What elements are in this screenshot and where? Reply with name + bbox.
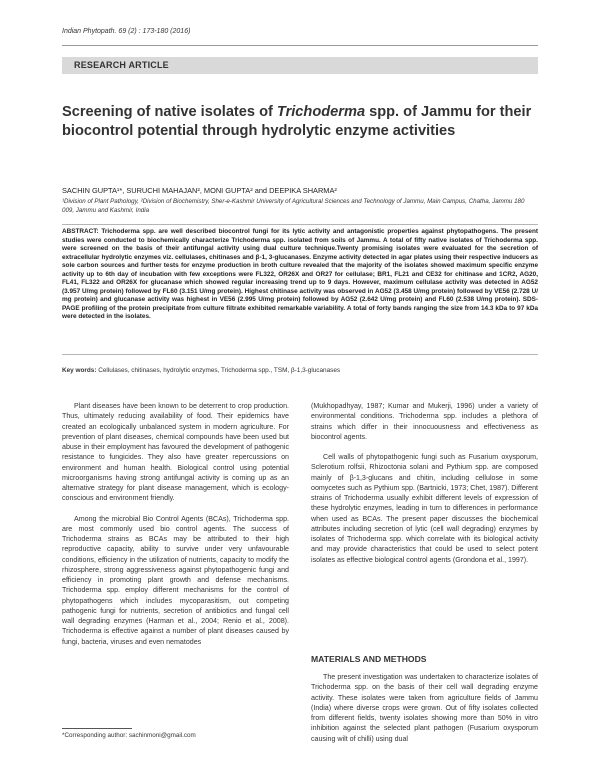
left-column — [62, 401, 289, 647]
footnote-rule — [62, 728, 132, 729]
corresponding-author-footnote: *Corresponding author: sachinmoni@gmail.com — [62, 732, 196, 739]
keywords — [62, 367, 538, 374]
header-rule — [62, 45, 538, 46]
keywords-label: Key words: — [62, 367, 97, 374]
right-paragraph-1: (Mukhopadhyay, 1987; Kumar and Mukerji, 1996) under a variety of environmental conditions. Trichoderma spp. includes a plethora of strains which differ in their innocuousness and effectiveness as biocontrol agents. — [311, 402, 538, 441]
left-paragraph-1: Plant diseases have been known to be deterrent to crop production. Thus, ultimately reducing availability of food. Their epidemics have created an ecologically unbalanced system in modern agriculture. For prevention of plant diseases, chemical compounds have been used but abuse in their employment has favoured the development of pathogenic resistance to fungicides. They also have greater repercussions on environment and human health. Biological control using potential microorganisms having strong antifungal activity is coming up as an alternative strategy for plant disease management, which is ecology-conscious and environment friendly. — [62, 402, 289, 503]
abstract-text: Trichoderma spp. are well described biocontrol fungi for its lytic activity and antagonistic properties against phytopathogens. The present studies were conducted to biochemically characterize Trichoderma spp. isolated from soils of Jammu. A total of fifty native isolates of Trichoderma spp. were screened on the basis of their antifungal activity using dual culture technique.Twenty promising isolates were evaluated for the secretion of extracellular hydrolytic enzymes viz. cellulases, chitinases and β-1, 3-glucanases. Enzyme activity detected in agar plates using their respective inducers as sole carbon sources and further tests for enzyme production in broth culture revealed that the majority of the isolates showed maximum specific enzyme activity up to 6th day of incubation with few exceptions were FL322, OR26X and OR27 for cellulase; BR1, FL21 and CE32 for chitinase and 1CR2, AG20, FL41, FL322 and OR26X for glucanase which showed regular increasing trend up to 9 days. However, maximum cellulase activity was detected in AG52 (3.957 U/mg protein) followed by FL60 (3.151 U/mg protein). Highest chitinase activity was observed in AG52 (3.458 U/mg protein) followed by VE56 (2.728 U/ mg protein) and glucanase activity was highest in VE56 (2.995 U/mg protein) followed by AG52 (2.642 U/mg protein) and FL60 (2.538 U/mg protein). SDS-PAGE profiling of the protein precipitate from culture filtrate exhibited remarkable variability. A total of forty bands ranging the size from 14.3 kDa to 97 kDa were detected in the isolates. — [62, 228, 538, 321]
journal-citation: Indian Phytopath. 69 (2) : 173-180 (2016) — [62, 28, 191, 35]
methods-paragraph: The present investigation was undertaken to characterize isolates of Trichoderma spp. on the basis of their cell wall degrading enzyme activity. These isolates were taken from agriculture fields of Jammu (India) where diverse crops were grown. Out of fifty isolates collected from different fields, twenty isolates showing more than 50% in vitro inhibition against the selected plant pathogen (Fusarium oxysporum causing wilt of chilli) using dual — [311, 673, 538, 743]
keywords-text: Cellulases, chitinases, hydrolytic enzymes, Trichoderma spp., TSM, β-1,3-glucanases — [96, 367, 341, 374]
title-part1: Screening of native isolates of — [62, 104, 277, 120]
author-affiliation: ¹Division of Plant Pathology, ²Division of Biochemistry, Sher-e-Kashmir University of Agricultural Sciences and Technology of Jammu, Main Campus, Chatha, Jammu 180 009, Jammu and Kashmir, India — [62, 198, 525, 214]
right-paragraph-2: Cell walls of phytopathogenic fungi such as Fusarium oxysporum, Sclerotium rolfsii, Rhizoctonia solani and Pythium spp. are composed mainly of β-1,3-glucans and chitin, including cellulose in some oomycetes such as Pythium spp. (Bartnicki, 1973; Chet, 1987). Different strains of Trichoderma usually exhibit different levels of expression of these hydrolytic enzymes, leading in turn to differences in performance when used as BCAs. The present paper discusses the biochemical attributes including secretion of lytic (cell wall degrading) enzymes by isolates of Trichoderma spp. which correlate with its biological activity and may provide characteristics that could be used to select potent isolates as effective biological control agents (Grondona et al., 1997). — [311, 453, 538, 564]
section-label: RESEARCH ARTICLE — [74, 60, 169, 70]
left-paragraph-2: Among the microbial Bio Control Agents (BCAs), Trichoderma spp. are most commonly used bio control agents. The success of Trichoderma strains as BCAs may be attributed to their high reproductive capacity, ability to survive under very unfavourable conditions, efficiency in the utilization of nutrients, capacity to modify the rhizosphere, strong aggressiveness against phytopathogenic fungi and efficiency in promoting plant growth and defense mechanisms. Trichoderma spp. employ different mechanisms for the control of phytopathogens which includes mycoparasitism, out competing pathogenic fungi for nutrients, secretion of antibiotics and fungal cell wall degrading enzymes (Harman et al., 2004; Renio et al., 2008). Trichoderma is effective against a number of plant diseases caused by fungi, bacteria, viruses and even nematodes — [62, 514, 289, 646]
methods-heading: MATERIALS AND METHODS — [311, 654, 427, 664]
abstract-label: ABSTRACT: — [62, 228, 99, 235]
section-banner — [62, 57, 538, 74]
article-title — [62, 103, 532, 141]
author-list: SACHIN GUPTA¹*, SURUCHI MAHAJAN², MONI GUPTA² and DEEPIKA SHARMA² — [62, 186, 337, 195]
abstract — [62, 228, 538, 322]
title-part2: spp. of Jammu for their biocontrol potential through hydrolytic enzyme activities — [62, 104, 532, 139]
methods-column — [311, 672, 538, 744]
title-genus: Trichoderma — [276, 104, 366, 120]
right-column — [311, 401, 538, 565]
